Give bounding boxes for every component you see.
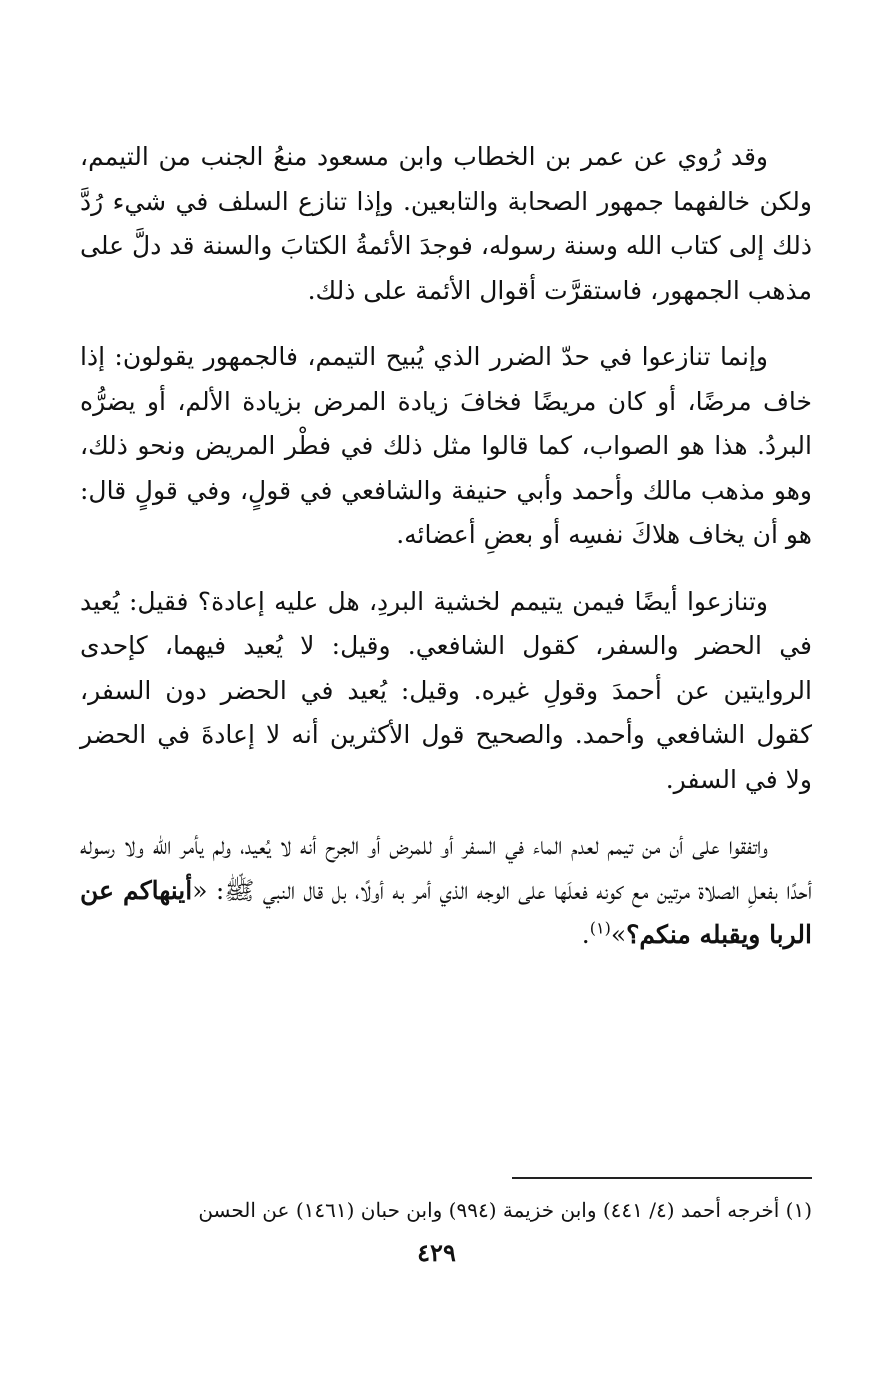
paragraph-2: وإنما تنازعوا في حدّ الضرر الذي يُبيح التيمم، فالجمهور يقولون: إذا خاف مرضًا، أو كان مريضًا فخافَ زيادة المرض بزيادة الألم، أو يضرُّه البردُ. هذا هو الصواب، كما قالوا مثل ذلك في فطْر المريض ونحو ذلك، وهو مذهب مالك وأحمد وأبي حنيفة والشافعي في قولٍ، وفي قولٍ قال: هو أن يخاف هلاكَ نفسِه أو بعضِ أعضائه. xyxy=(80,342,812,549)
footnote: (١) أخرجه أحمد (٤/ ٤٤١) وابن خزيمة (٩٩٤) وابن حبان (١٤٦١) عن الحسن xyxy=(198,1198,812,1222)
paragraph-1: وقد رُوي عن عمر بن الخطاب وابن مسعود منعُ الجنب من التيمم، ولكن خالفهما جمهور الصحابة والتابعين. وإذا تنازع السلف في شيء رُدَّ ذلك إلى كتاب الله وسنة رسوله، فوجدَ الأئمةُ الكتابَ والسنة قد دلَّ على مذهب الجمهور، فاستقرَّت أقوال الأئمة على ذلك. xyxy=(80,142,812,305)
footnote-reference: (١) xyxy=(589,918,611,938)
footnote-divider xyxy=(512,1177,812,1179)
page-number: ٤٢٩ xyxy=(417,1238,456,1267)
paragraph-4 xyxy=(80,824,812,958)
hadith-quote: أينهاكم عن الربا ويقبله منكم؟ xyxy=(80,875,812,949)
page-body xyxy=(80,135,812,980)
paragraph-4-text: واتفقوا على أن من تيمم لعدم الماء في السفر أو للمرض أو الجرح أنه لا يُعيد، ولم يأمر الله ولا رسوله أحدًا بفعلِ الصلاة مرتين مع كونه فعلَها على الوجه الذي أمر به أولًا، بل قال النبي ﷺ: « xyxy=(80,831,813,905)
quote-close: » xyxy=(610,920,627,949)
paragraph-4-end: . xyxy=(581,920,590,949)
paragraph-3: وتنازعوا أيضًا فيمن يتيمم لخشية البردِ، هل عليه إعادة؟ فقيل: يُعيد في الحضر والسفر، كقول الشافعي. وقيل: لا يُعيد فيهما، كإحدى الروايتين عن أحمدَ وقولِ غيره. وقيل: يُعيد في الحضر دون السفر، كقول الشافعي وأحمد. والصحيح قول الأكثرين أنه لا إعادةَ في الحضر ولا في السفر. xyxy=(80,586,812,794)
